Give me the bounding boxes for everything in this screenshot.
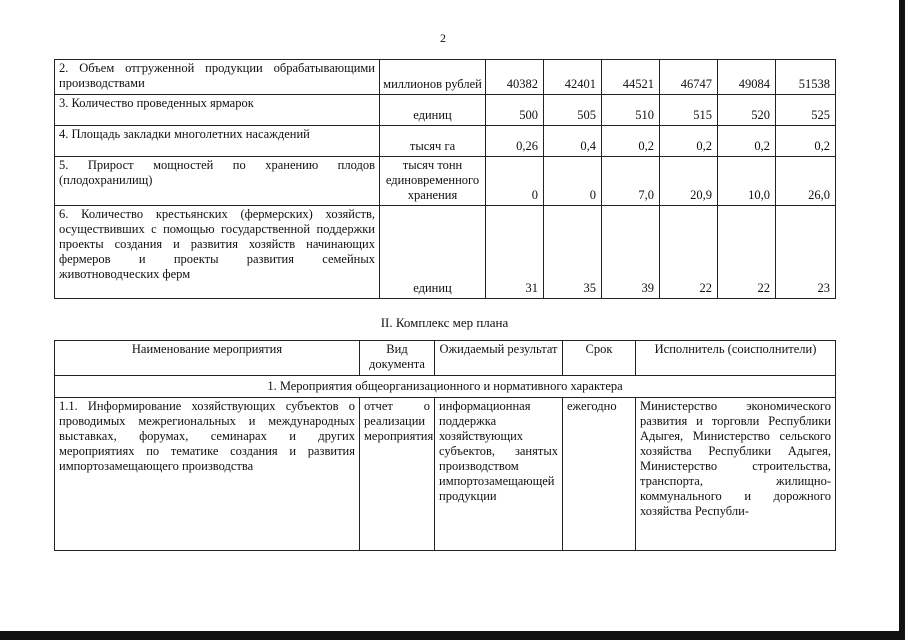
indicator-value: 42401: [544, 60, 602, 95]
indicator-value: 46747: [660, 60, 718, 95]
table-row: [55, 126, 836, 157]
indicator-name: 6. Количество крестьянских (фермерских) хозяйств, осуществивших с помощью государственной поддержки проекты создания и развития хозяйств начинающих фермеров и проекты развития семейных животноводческих ферм: [55, 206, 380, 299]
indicator-name: 3. Количество проведенных ярмарок: [55, 95, 380, 126]
plan-table-header: [55, 341, 836, 376]
indicator-name: 4. Площадь закладки многолетних насаждений: [55, 126, 380, 157]
indicator-value: 525: [776, 95, 836, 126]
indicator-value: 0,26: [486, 126, 544, 157]
indicator-value: 51538: [776, 60, 836, 95]
indicator-value: 0,2: [776, 126, 836, 157]
section-title: II. Комплекс мер плана: [380, 315, 509, 330]
indicator-unit: тысяч га: [380, 126, 486, 157]
indicator-name: 5. Прирост мощностей по хранению плодов (плодохранилищ): [55, 157, 380, 206]
group-title: 1. Мероприятия общеорганизационного и нормативного характера: [55, 376, 836, 398]
indicator-value: 520: [718, 95, 776, 126]
indicator-value: 515: [660, 95, 718, 126]
scan-right-edge: [899, 0, 905, 640]
table-row: [55, 398, 836, 551]
activity-name: 1.1. Информирование хозяйствующих субъектов о проводимых межрегиональных и международных выставках, форумах, семинарах и других мероприятиях по тематике создания и развития импортозамещающего производства: [55, 398, 360, 551]
indicator-value: 10,0: [718, 157, 776, 206]
indicator-value: 0,2: [602, 126, 660, 157]
indicator-value: 0,2: [718, 126, 776, 157]
header-executor: Исполнитель (соисполнители): [636, 341, 836, 376]
indicator-value: 22: [718, 206, 776, 299]
indicator-value: 0,2: [660, 126, 718, 157]
indicators-table: [54, 59, 836, 299]
header-activity-name: Наименование мероприятия: [55, 341, 360, 376]
indicator-unit: единиц: [380, 206, 486, 299]
indicator-unit: единиц: [380, 95, 486, 126]
indicator-unit: тысяч тонн единовременного хранения: [380, 157, 486, 206]
indicator-value: 23: [776, 206, 836, 299]
indicator-value: 39: [602, 206, 660, 299]
indicator-value: 31: [486, 206, 544, 299]
indicator-value: 49084: [718, 60, 776, 95]
indicator-value: 44521: [602, 60, 660, 95]
indicator-value: 510: [602, 95, 660, 126]
term: ежегодно: [563, 398, 636, 551]
table-row: [55, 206, 836, 299]
indicator-value: 35: [544, 206, 602, 299]
table-row: [55, 95, 836, 126]
indicator-value: 7,0: [602, 157, 660, 206]
executor: Министерство экономического развития и торговли Республики Адыгея, Министерство сельского хозяйства Республики Адыгея, Министерство строительства, транспорта, жилищно-коммунального и дорожного хозяйства Республи-: [636, 398, 836, 551]
plan-table: [54, 340, 836, 551]
indicator-value: 20,9: [660, 157, 718, 206]
document-type: отчет о реализации мероприятия: [360, 398, 435, 551]
indicator-value: 26,0: [776, 157, 836, 206]
indicator-value: 505: [544, 95, 602, 126]
header-document-type: Вид документа: [360, 341, 435, 376]
indicator-unit: миллионов рублей: [380, 60, 486, 95]
table-row: [55, 60, 836, 95]
group-title-row: [55, 376, 836, 398]
indicator-value: 0: [544, 157, 602, 206]
table-row: [55, 157, 836, 206]
indicator-value: 40382: [486, 60, 544, 95]
indicator-value: 500: [486, 95, 544, 126]
header-term: Срок: [563, 341, 636, 376]
indicator-name: 2. Объем отгруженной продукции обрабатывающими производствами: [55, 60, 380, 95]
page-number: 2: [440, 31, 446, 45]
expected-result: информационная поддержка хозяйствующих субъектов, занятых производством импортозамещающей продукции: [435, 398, 563, 551]
indicator-value: 0,4: [544, 126, 602, 157]
header-expected-result: Ожидаемый результат: [435, 341, 563, 376]
scan-bottom-edge: [0, 631, 905, 640]
indicator-value: 22: [660, 206, 718, 299]
indicator-value: 0: [486, 157, 544, 206]
